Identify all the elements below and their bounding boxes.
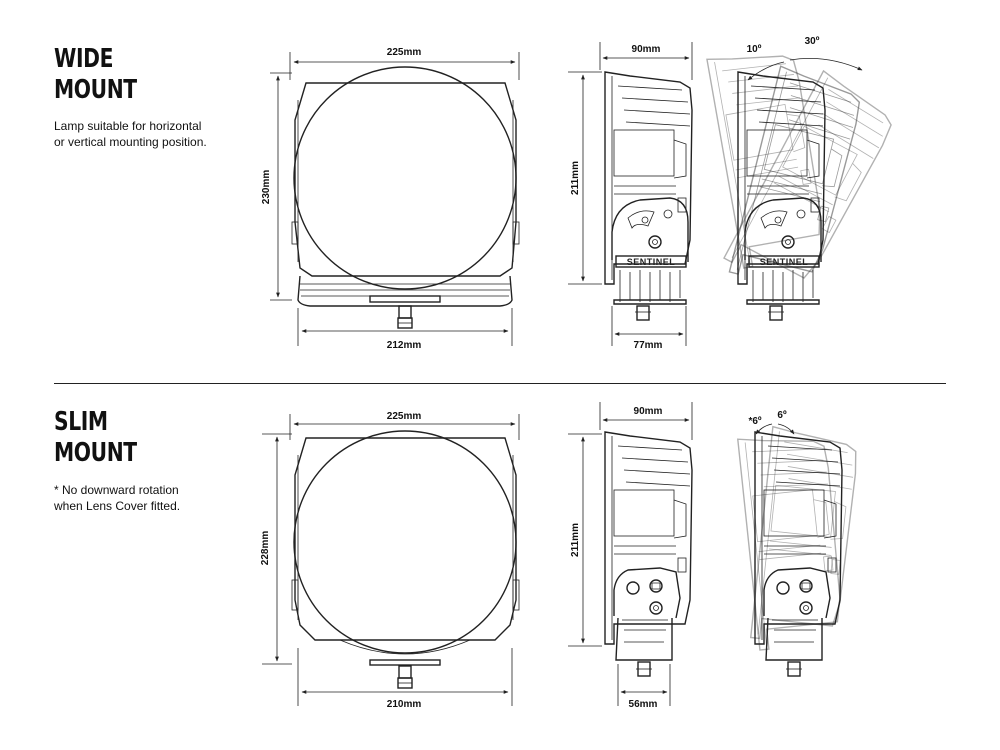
wide-side-depth-label: 90mm — [631, 44, 661, 55]
slim-bracket-width-label: 210mm — [386, 699, 422, 710]
slim-lens-circle — [294, 431, 516, 653]
wide-mount-description-line2: or vertical mounting position. — [54, 135, 207, 149]
wide-front-view — [292, 67, 519, 328]
slim-side-depth-label: 90mm — [633, 406, 663, 417]
slim-mount-title-line2: MOUNT — [54, 438, 137, 468]
wide-side-height-label: 211mm — [570, 161, 581, 195]
wide-angle-up-label: 30º — [804, 36, 820, 47]
slim-side-view — [605, 432, 692, 676]
slim-mount-note-line1: * No downward rotation — [54, 483, 179, 497]
slim-angle-down-label: *6º — [748, 416, 762, 427]
wide-mount-description-line1: Lamp suitable for horizontal — [54, 119, 202, 133]
wide-mount-title-line2: MOUNT — [54, 75, 137, 105]
wide-rotation-view — [707, 36, 900, 320]
slim-mount-note-line2: when Lens Cover fitted. — [54, 499, 181, 513]
wide-side-view — [605, 72, 692, 320]
wide-angle-down-label: 10º — [746, 44, 762, 55]
slim-mount-title-line1: SLIM — [54, 407, 108, 437]
wide-side-base-label: 77mm — [633, 340, 663, 351]
slim-front-width-label: 225mm — [386, 411, 422, 422]
slim-front-view — [292, 431, 519, 688]
slim-side-height-label: 211mm — [570, 523, 581, 557]
wide-front-height-label: 230mm — [261, 169, 272, 205]
wide-mount-title-line1: WIDE — [54, 44, 114, 74]
wide-lens-circle — [294, 67, 516, 289]
slim-front-height-label: 228mm — [260, 530, 271, 566]
wide-bracket-width-label: 212mm — [386, 340, 422, 351]
slim-rotation-view — [738, 410, 860, 676]
slim-side-base-label: 56mm — [628, 699, 658, 710]
slim-side-dimensions — [568, 402, 692, 710]
slim-angle-up-label: 6º — [777, 410, 787, 421]
wide-front-width-label: 225mm — [386, 47, 422, 58]
